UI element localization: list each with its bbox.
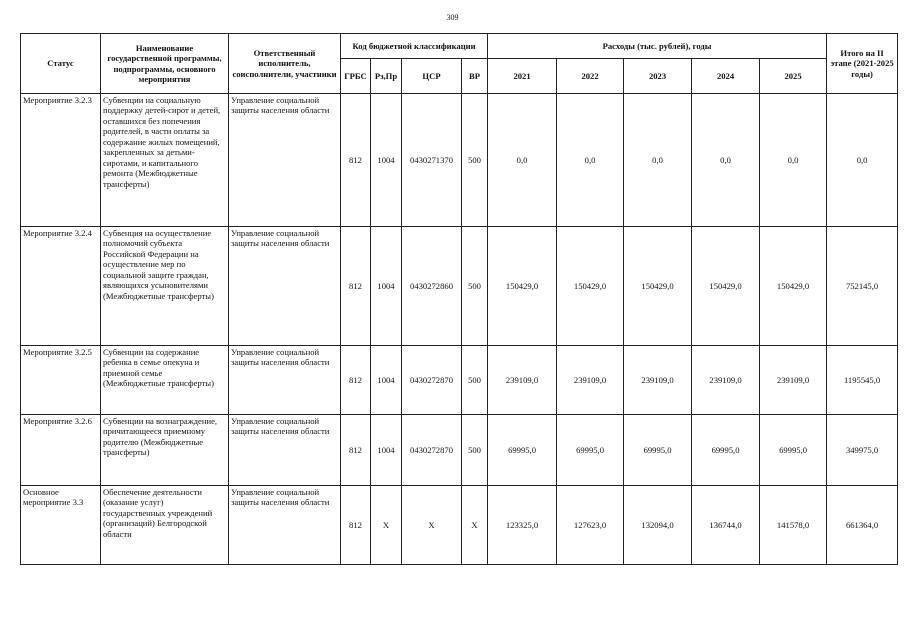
- header-vr: ВР: [462, 59, 488, 94]
- value-cell: 0,0: [488, 94, 557, 227]
- header-year: 2023: [624, 59, 692, 94]
- status-cell: Мероприятие 3.2.6: [21, 415, 101, 486]
- grbs-cell: 812: [341, 415, 371, 486]
- rzpr-cell: 1004: [371, 227, 402, 346]
- value-cell: 150429,0: [692, 227, 760, 346]
- value-cell: 0,0: [760, 94, 827, 227]
- rzpr-cell: 1004: [371, 346, 402, 415]
- value-cell: 132094,0: [624, 486, 692, 565]
- header-rzpr: Рз,Пр: [371, 59, 402, 94]
- rzpr-cell: 1004: [371, 94, 402, 227]
- header-responsible: Ответственный исполнитель, соисполнители, участники: [229, 34, 341, 94]
- total-cell: 752145,0: [827, 227, 898, 346]
- value-cell: 0,0: [557, 94, 624, 227]
- csr-cell: Х: [402, 486, 462, 565]
- value-cell: 0,0: [624, 94, 692, 227]
- vr-cell: 500: [462, 346, 488, 415]
- responsible-cell: Управление социальной защиты населения области: [229, 94, 341, 227]
- header-expenses: Расходы (тыс. рублей), годы: [488, 34, 827, 59]
- total-cell: 349975,0: [827, 415, 898, 486]
- status-cell: Мероприятие 3.2.3: [21, 94, 101, 227]
- value-cell: 239109,0: [692, 346, 760, 415]
- header-year: 2025: [760, 59, 827, 94]
- responsible-cell: Управление социальной защиты населения области: [229, 346, 341, 415]
- value-cell: 69995,0: [624, 415, 692, 486]
- name-cell: Субвенции на содержание ребенка в семье опекуна и приемной семье (Межбюджетные трансферты): [101, 346, 229, 415]
- header-year: 2021: [488, 59, 557, 94]
- value-cell: 150429,0: [624, 227, 692, 346]
- table-row: [21, 94, 898, 227]
- budget-table: [20, 33, 898, 565]
- grbs-cell: 812: [341, 346, 371, 415]
- value-cell: 127623,0: [557, 486, 624, 565]
- status-cell: Мероприятие 3.2.4: [21, 227, 101, 346]
- header-year: 2022: [557, 59, 624, 94]
- table-row: [21, 415, 898, 486]
- table-row: [21, 486, 898, 565]
- rzpr-cell: Х: [371, 486, 402, 565]
- total-cell: 0,0: [827, 94, 898, 227]
- responsible-cell: Управление социальной защиты населения области: [229, 227, 341, 346]
- vr-cell: Х: [462, 486, 488, 565]
- value-cell: 239109,0: [488, 346, 557, 415]
- value-cell: 69995,0: [557, 415, 624, 486]
- rzpr-cell: 1004: [371, 415, 402, 486]
- header-status: Статус: [21, 34, 101, 94]
- table-row: [21, 227, 898, 346]
- header-csr: ЦСР: [402, 59, 462, 94]
- page-number: 309: [446, 13, 459, 22]
- status-cell: Основное мероприятие 3.3: [21, 486, 101, 565]
- vr-cell: 500: [462, 415, 488, 486]
- grbs-cell: 812: [341, 94, 371, 227]
- csr-cell: 0430272860: [402, 227, 462, 346]
- name-cell: Обеспечение деятельности (оказание услуг) государственных учреждений (организаций) Белгородской области: [101, 486, 229, 565]
- value-cell: 123325,0: [488, 486, 557, 565]
- value-cell: 150429,0: [488, 227, 557, 346]
- value-cell: 239109,0: [557, 346, 624, 415]
- status-cell: Мероприятие 3.2.5: [21, 346, 101, 415]
- value-cell: 69995,0: [488, 415, 557, 486]
- header-name: Наименование государственной программы, подпрограммы, основного мероприятия: [101, 34, 229, 94]
- header-grbs: ГРБС: [341, 59, 371, 94]
- name-cell: Субвенции на социальную поддержку детей-сирот и детей, оставшихся без попечения родителей, в части оплаты за содержание жилых помещений, закрепленных за детьми-сиротами, и капитального ремонта (Межбюджетные трансферты): [101, 94, 229, 227]
- header-row-top: [21, 34, 898, 59]
- grbs-cell: 812: [341, 486, 371, 565]
- value-cell: 150429,0: [760, 227, 827, 346]
- table-row: [21, 346, 898, 415]
- vr-cell: 500: [462, 94, 488, 227]
- csr-cell: 0430272870: [402, 415, 462, 486]
- value-cell: 239109,0: [760, 346, 827, 415]
- responsible-cell: Управление социальной защиты населения области: [229, 415, 341, 486]
- value-cell: 69995,0: [692, 415, 760, 486]
- header-budget-code: Код бюджетной классификации: [341, 34, 488, 59]
- name-cell: Субвенция на осуществление полномочий субъекта Российской Федерации на осуществление мер по социальной защите граждан, являющихся усыновителями (Межбюджетные трансферты): [101, 227, 229, 346]
- csr-cell: 0430272870: [402, 346, 462, 415]
- total-cell: 661364,0: [827, 486, 898, 565]
- value-cell: 150429,0: [557, 227, 624, 346]
- value-cell: 141578,0: [760, 486, 827, 565]
- value-cell: 136744,0: [692, 486, 760, 565]
- name-cell: Субвенции на вознаграждение, причитающееся приемному родителю (Межбюджетные трансферты): [101, 415, 229, 486]
- vr-cell: 500: [462, 227, 488, 346]
- value-cell: 0,0: [692, 94, 760, 227]
- csr-cell: 0430271370: [402, 94, 462, 227]
- grbs-cell: 812: [341, 227, 371, 346]
- responsible-cell: Управление социальной защиты населения области: [229, 486, 341, 565]
- header-total: Итого на II этапе (2021-2025 годы): [827, 34, 898, 94]
- total-cell: 1195545,0: [827, 346, 898, 415]
- value-cell: 69995,0: [760, 415, 827, 486]
- value-cell: 239109,0: [624, 346, 692, 415]
- header-year: 2024: [692, 59, 760, 94]
